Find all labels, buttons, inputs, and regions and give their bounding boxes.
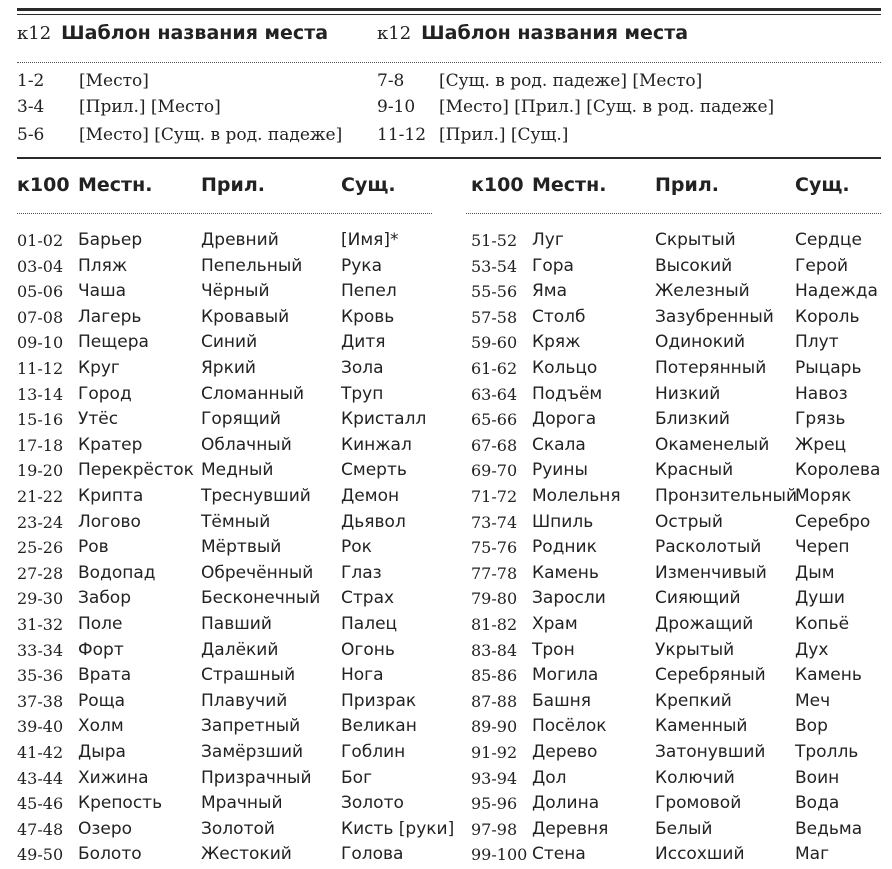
k100-range-cell: 55-56 bbox=[471, 282, 518, 301]
k100-place-cell: Озеро bbox=[78, 819, 133, 839]
k100-adj-cell: Сияющий bbox=[655, 588, 741, 608]
k100-range-cell: 67-68 bbox=[471, 436, 518, 455]
k12-range: 1-2 bbox=[17, 71, 45, 91]
k100-noun-cell: Навоз bbox=[795, 384, 848, 404]
k100-adj-cell: Медный bbox=[201, 460, 274, 480]
k100-range-cell: 19-20 bbox=[17, 461, 64, 480]
k100-place-cell: Скала bbox=[532, 435, 586, 455]
k100-noun-cell: Меч bbox=[795, 691, 831, 711]
k12-pattern: [Место] [Прил.] [Сущ. в род. падеже] bbox=[439, 97, 775, 117]
k100-range-cell: 83-84 bbox=[471, 641, 518, 660]
k100-noun-cell: Грязь bbox=[795, 409, 846, 429]
k100-left-adj-header: Прил. bbox=[201, 174, 265, 196]
k100-range-cell: 29-30 bbox=[17, 589, 64, 608]
k100-adj-cell: Громовой bbox=[655, 793, 742, 813]
k100-adj-cell: Укрытый bbox=[655, 640, 735, 660]
k100-noun-cell: Огонь bbox=[341, 640, 395, 660]
k100-noun-cell: Кровь bbox=[341, 307, 395, 327]
k100-range-cell: 31-32 bbox=[17, 615, 64, 634]
k12-range: 7-8 bbox=[377, 71, 405, 91]
k100-range-cell: 41-42 bbox=[17, 743, 64, 762]
k100-place-cell: Логово bbox=[78, 512, 141, 532]
k100-adj-cell: Сломанный bbox=[201, 384, 305, 404]
k100-range-cell: 57-58 bbox=[471, 308, 518, 327]
k100-noun-cell: Королева bbox=[795, 460, 881, 480]
k100-range-cell: 79-80 bbox=[471, 589, 518, 608]
k100-place-cell: Крепость bbox=[78, 793, 163, 813]
k100-left-die-header: к100 bbox=[17, 174, 70, 196]
k100-adj-cell: Синий bbox=[201, 332, 258, 352]
k100-noun-cell: Голова bbox=[341, 844, 404, 864]
k100-adj-cell: Страшный bbox=[201, 665, 296, 685]
k100-noun-cell: [Имя]* bbox=[341, 230, 399, 250]
k100-place-cell: Пляж bbox=[78, 256, 128, 276]
k12-row bbox=[377, 125, 568, 145]
k100-place-cell: Врата bbox=[78, 665, 132, 685]
k100-adj-cell: Острый bbox=[655, 512, 723, 532]
k100-range-cell: 73-74 bbox=[471, 513, 518, 532]
k100-noun-cell: Маг bbox=[795, 844, 830, 864]
k12-right-header bbox=[377, 22, 688, 44]
k100-range-cell: 09-10 bbox=[17, 333, 64, 352]
k100-adj-cell: Близкий bbox=[655, 409, 730, 429]
k100-range-cell: 93-94 bbox=[471, 769, 518, 788]
k100-range-cell: 71-72 bbox=[471, 487, 518, 506]
k100-range-cell: 75-76 bbox=[471, 538, 518, 557]
k100-place-cell: Гора bbox=[532, 256, 574, 276]
k100-range-cell: 91-92 bbox=[471, 743, 518, 762]
k100-place-cell: Дорога bbox=[532, 409, 597, 429]
k100-place-cell: Забор bbox=[78, 588, 131, 608]
k100-adj-cell: Железный bbox=[655, 281, 750, 301]
k12-left-die: к12 bbox=[17, 23, 52, 44]
k12-right-die: к12 bbox=[377, 23, 412, 44]
k100-noun-cell: Рок bbox=[341, 537, 372, 557]
k12-right-title: Шаблон названия места bbox=[421, 22, 689, 44]
k100-noun-cell: Рыцарь bbox=[795, 358, 862, 378]
k100-right-noun-header: Сущ. bbox=[795, 174, 850, 196]
k100-place-cell: Луг bbox=[532, 230, 564, 250]
k100-range-cell: 85-86 bbox=[471, 666, 518, 685]
k100-noun-cell: Камень bbox=[795, 665, 862, 685]
k100-right-place-header: Местн. bbox=[532, 174, 607, 196]
k12-row bbox=[17, 71, 149, 91]
k100-noun-cell: Тролль bbox=[795, 742, 859, 762]
k100-noun-cell: Палец bbox=[341, 614, 398, 634]
k100-range-cell: 07-08 bbox=[17, 308, 64, 327]
k100-place-cell: Деревня bbox=[532, 819, 609, 839]
k100-adj-cell: Одинокий bbox=[655, 332, 746, 352]
k100-adj-cell: Пронзительный bbox=[655, 486, 798, 506]
k100-range-cell: 65-66 bbox=[471, 410, 518, 429]
k100-noun-cell: Гоблин bbox=[341, 742, 406, 762]
k100-place-cell: Хижина bbox=[78, 768, 149, 788]
k100-noun-cell: Король bbox=[795, 307, 860, 327]
k100-adj-cell: Тёмный bbox=[201, 512, 271, 532]
k12-dotted-divider bbox=[17, 62, 881, 63]
k100-place-cell: Водопад bbox=[78, 563, 156, 583]
k100-adj-cell: Призрачный bbox=[201, 768, 312, 788]
k100-adj-cell: Кровавый bbox=[201, 307, 290, 327]
k100-adj-cell: Мёртвый bbox=[201, 537, 282, 557]
k100-adj-cell: Золотой bbox=[201, 819, 275, 839]
k100-place-cell: Камень bbox=[532, 563, 599, 583]
k100-place-cell: Кряж bbox=[532, 332, 581, 352]
k100-noun-cell: Дым bbox=[795, 563, 835, 583]
k100-range-cell: 89-90 bbox=[471, 717, 518, 736]
k100-right-die-header: к100 bbox=[471, 174, 524, 196]
k100-noun-cell: Пепел bbox=[341, 281, 397, 301]
k100-range-cell: 39-40 bbox=[17, 717, 64, 736]
k100-noun-cell: Кисть [руки] bbox=[341, 819, 455, 839]
k100-adj-cell: Мрачный bbox=[201, 793, 283, 813]
k100-place-cell: Болото bbox=[78, 844, 142, 864]
k100-noun-cell: Вор bbox=[795, 716, 828, 736]
k100-adj-cell: Пепельный bbox=[201, 256, 303, 276]
k100-noun-cell: Серебро bbox=[795, 512, 871, 532]
k100-noun-cell: Глаз bbox=[341, 563, 382, 583]
k100-noun-cell: Кинжал bbox=[341, 435, 412, 455]
k100-place-cell: Чаша bbox=[78, 281, 127, 301]
k100-adj-cell: Далёкий bbox=[201, 640, 279, 660]
k12-range: 3-4 bbox=[17, 97, 45, 117]
k100-adj-cell: Окаменелый bbox=[655, 435, 770, 455]
k100-adj-cell: Каменный bbox=[655, 716, 748, 736]
k100-range-cell: 05-06 bbox=[17, 282, 64, 301]
k100-noun-cell: Труп bbox=[341, 384, 384, 404]
k100-place-cell: Барьер bbox=[78, 230, 143, 250]
k12-pattern: [Место] bbox=[79, 71, 149, 91]
k100-noun-cell: Демон bbox=[341, 486, 400, 506]
k100-place-cell: Стена bbox=[532, 844, 586, 864]
k100-place-cell: Утёс bbox=[78, 409, 119, 429]
k100-adj-cell: Высокий bbox=[655, 256, 733, 276]
k100-adj-cell: Обречённый bbox=[201, 563, 314, 583]
k100-noun-cell: Воин bbox=[795, 768, 840, 788]
k100-noun-cell: Души bbox=[795, 588, 845, 608]
k100-range-cell: 03-04 bbox=[17, 257, 64, 276]
k100-noun-cell: Плут bbox=[795, 332, 839, 352]
k100-adj-cell: Древний bbox=[201, 230, 279, 250]
k100-adj-cell: Зазубренный bbox=[655, 307, 774, 327]
k100-adj-cell: Павший bbox=[201, 614, 272, 634]
k100-adj-cell: Облачный bbox=[201, 435, 292, 455]
k100-range-cell: 63-64 bbox=[471, 385, 518, 404]
k12-pattern: [Место] [Сущ. в род. падеже] bbox=[79, 125, 343, 145]
k12-range: 11-12 bbox=[377, 125, 427, 145]
k100-place-cell: Крипта bbox=[78, 486, 144, 506]
k100-range-cell: 59-60 bbox=[471, 333, 518, 352]
k100-place-cell: Шпиль bbox=[532, 512, 594, 532]
k100-range-cell: 23-24 bbox=[17, 513, 64, 532]
k100-adj-cell: Изменчивый bbox=[655, 563, 767, 583]
k100-place-cell: Кольцо bbox=[532, 358, 598, 378]
k100-noun-cell: Копьё bbox=[795, 614, 850, 634]
k100-adj-cell: Жестокий bbox=[201, 844, 292, 864]
k100-place-cell: Трон bbox=[532, 640, 575, 660]
k12-pattern: [Прил.] [Место] bbox=[79, 97, 221, 117]
k100-range-cell: 81-82 bbox=[471, 615, 518, 634]
k100-noun-cell: Призрак bbox=[341, 691, 417, 711]
k100-range-cell: 99-100 bbox=[471, 845, 528, 864]
k100-place-cell: Дыра bbox=[78, 742, 126, 762]
k100-range-cell: 13-14 bbox=[17, 385, 64, 404]
k100-place-cell: Дерево bbox=[532, 742, 598, 762]
k100-range-cell: 45-46 bbox=[17, 794, 64, 813]
k100-place-cell: Долина bbox=[532, 793, 600, 813]
k100-noun-cell: Страх bbox=[341, 588, 395, 608]
k100-adj-cell: Скрытый bbox=[655, 230, 736, 250]
k100-adj-cell: Потерянный bbox=[655, 358, 767, 378]
k100-adj-cell: Серебряный bbox=[655, 665, 766, 685]
k100-adj-cell: Замёрзший bbox=[201, 742, 304, 762]
k100-place-cell: Форт bbox=[78, 640, 124, 660]
k100-range-cell: 37-38 bbox=[17, 692, 64, 711]
k12-range: 5-6 bbox=[17, 125, 45, 145]
k100-noun-cell: Ведьма bbox=[795, 819, 863, 839]
k100-noun-cell: Бог bbox=[341, 768, 372, 788]
k100-range-cell: 11-12 bbox=[17, 359, 64, 378]
k12-pattern: [Сущ. в род. падеже] [Место] bbox=[439, 71, 703, 91]
k100-place-cell: Дол bbox=[532, 768, 567, 788]
k100-noun-cell: Рука bbox=[341, 256, 382, 276]
k100-range-cell: 01-02 bbox=[17, 231, 64, 250]
k100-adj-cell: Запретный bbox=[201, 716, 301, 736]
k100-place-cell: Поле bbox=[78, 614, 123, 634]
k100-range-cell: 21-22 bbox=[17, 487, 64, 506]
k100-range-cell: 61-62 bbox=[471, 359, 518, 378]
k100-place-cell: Могила bbox=[532, 665, 599, 685]
top-thin-rule bbox=[17, 14, 881, 15]
k100-place-cell: Лагерь bbox=[78, 307, 142, 327]
k100-range-cell: 17-18 bbox=[17, 436, 64, 455]
k100-adj-cell: Низкий bbox=[655, 384, 721, 404]
k100-range-cell: 49-50 bbox=[17, 845, 64, 864]
k12-pattern: [Прил.] [Сущ.] bbox=[439, 125, 569, 145]
k100-range-cell: 25-26 bbox=[17, 538, 64, 557]
k100-range-cell: 43-44 bbox=[17, 769, 64, 788]
k100-adj-cell: Чёрный bbox=[201, 281, 270, 301]
k100-place-cell: Ров bbox=[78, 537, 109, 557]
k100-left-place-header: Местн. bbox=[78, 174, 153, 196]
k100-range-cell: 15-16 bbox=[17, 410, 64, 429]
k100-noun-cell: Сердце bbox=[795, 230, 862, 250]
k100-place-cell: Яма bbox=[532, 281, 568, 301]
k100-place-cell: Холм bbox=[78, 716, 124, 736]
k100-noun-cell: Дьявол bbox=[341, 512, 406, 532]
k100-noun-cell: Надежда bbox=[795, 281, 878, 301]
k100-noun-cell: Дух bbox=[795, 640, 829, 660]
k100-noun-cell: Нога bbox=[341, 665, 384, 685]
k100-adj-cell: Колючий bbox=[655, 768, 735, 788]
k100-range-cell: 47-48 bbox=[17, 820, 64, 839]
k100-place-cell: Башня bbox=[532, 691, 591, 711]
k100-noun-cell: Череп bbox=[795, 537, 850, 557]
k100-noun-cell: Смерть bbox=[341, 460, 407, 480]
k100-place-cell: Кратер bbox=[78, 435, 143, 455]
k100-adj-cell: Яркий bbox=[201, 358, 256, 378]
k100-range-cell: 77-78 bbox=[471, 564, 518, 583]
k100-adj-cell: Бесконечный bbox=[201, 588, 321, 608]
k100-noun-cell: Вода bbox=[795, 793, 840, 813]
k100-adj-cell: Крепкий bbox=[655, 691, 732, 711]
k100-range-cell: 53-54 bbox=[471, 257, 518, 276]
k100-adj-cell: Затонувший bbox=[655, 742, 766, 762]
k100-range-cell: 33-34 bbox=[17, 641, 64, 660]
k100-place-cell: Пещера bbox=[78, 332, 149, 352]
k100-place-cell: Заросли bbox=[532, 588, 606, 608]
k100-adj-cell: Горящий bbox=[201, 409, 281, 429]
k100-adj-cell: Расколотый bbox=[655, 537, 762, 557]
k100-noun-cell: Герой bbox=[795, 256, 849, 276]
k100-left-dotted-divider bbox=[17, 213, 432, 214]
k100-noun-cell: Кристалл bbox=[341, 409, 427, 429]
k100-place-cell: Молельня bbox=[532, 486, 621, 506]
k12-left-title: Шаблон названия места bbox=[61, 22, 329, 44]
k100-right-dotted-divider bbox=[466, 213, 881, 214]
k100-adj-cell: Треснувший bbox=[201, 486, 311, 506]
k100-place-cell: Храм bbox=[532, 614, 578, 634]
k12-range: 9-10 bbox=[377, 97, 416, 117]
k100-adj-cell: Иссохший bbox=[655, 844, 745, 864]
k100-place-cell: Руины bbox=[532, 460, 588, 480]
k100-noun-cell: Золото bbox=[341, 793, 404, 813]
k100-place-cell: Подъём bbox=[532, 384, 603, 404]
k100-range-cell: 87-88 bbox=[471, 692, 518, 711]
k12-row bbox=[17, 97, 221, 117]
k100-adj-cell: Белый bbox=[655, 819, 713, 839]
k100-place-cell: Посёлок bbox=[532, 716, 607, 736]
k100-place-cell: Роща bbox=[78, 691, 126, 711]
k100-range-cell: 51-52 bbox=[471, 231, 518, 250]
k12-row bbox=[377, 71, 702, 91]
k100-place-cell: Родник bbox=[532, 537, 597, 557]
k100-noun-cell: Зола bbox=[341, 358, 384, 378]
k100-place-cell: Город bbox=[78, 384, 132, 404]
k100-left-noun-header: Сущ. bbox=[341, 174, 396, 196]
k12-row bbox=[377, 97, 774, 117]
k12-left-header bbox=[17, 22, 328, 44]
k100-adj-cell: Красный bbox=[655, 460, 734, 480]
k100-place-cell: Столб bbox=[532, 307, 586, 327]
k100-place-cell: Перекрёсток bbox=[78, 460, 194, 480]
k100-place-cell: Круг bbox=[78, 358, 120, 378]
k100-range-cell: 95-96 bbox=[471, 794, 518, 813]
k100-range-cell: 97-98 bbox=[471, 820, 518, 839]
mid-rule bbox=[17, 157, 881, 159]
k100-range-cell: 35-36 bbox=[17, 666, 64, 685]
k100-range-cell: 27-28 bbox=[17, 564, 64, 583]
k100-noun-cell: Жрец bbox=[795, 435, 847, 455]
k100-noun-cell: Дитя bbox=[341, 332, 386, 352]
k12-row bbox=[17, 125, 342, 145]
top-thick-rule bbox=[17, 8, 881, 11]
k100-right-adj-header: Прил. bbox=[655, 174, 719, 196]
k100-range-cell: 69-70 bbox=[471, 461, 518, 480]
k100-noun-cell: Великан bbox=[341, 716, 417, 736]
k100-noun-cell: Моряк bbox=[795, 486, 852, 506]
k100-adj-cell: Плавучий bbox=[201, 691, 288, 711]
k100-adj-cell: Дрожащий bbox=[655, 614, 754, 634]
